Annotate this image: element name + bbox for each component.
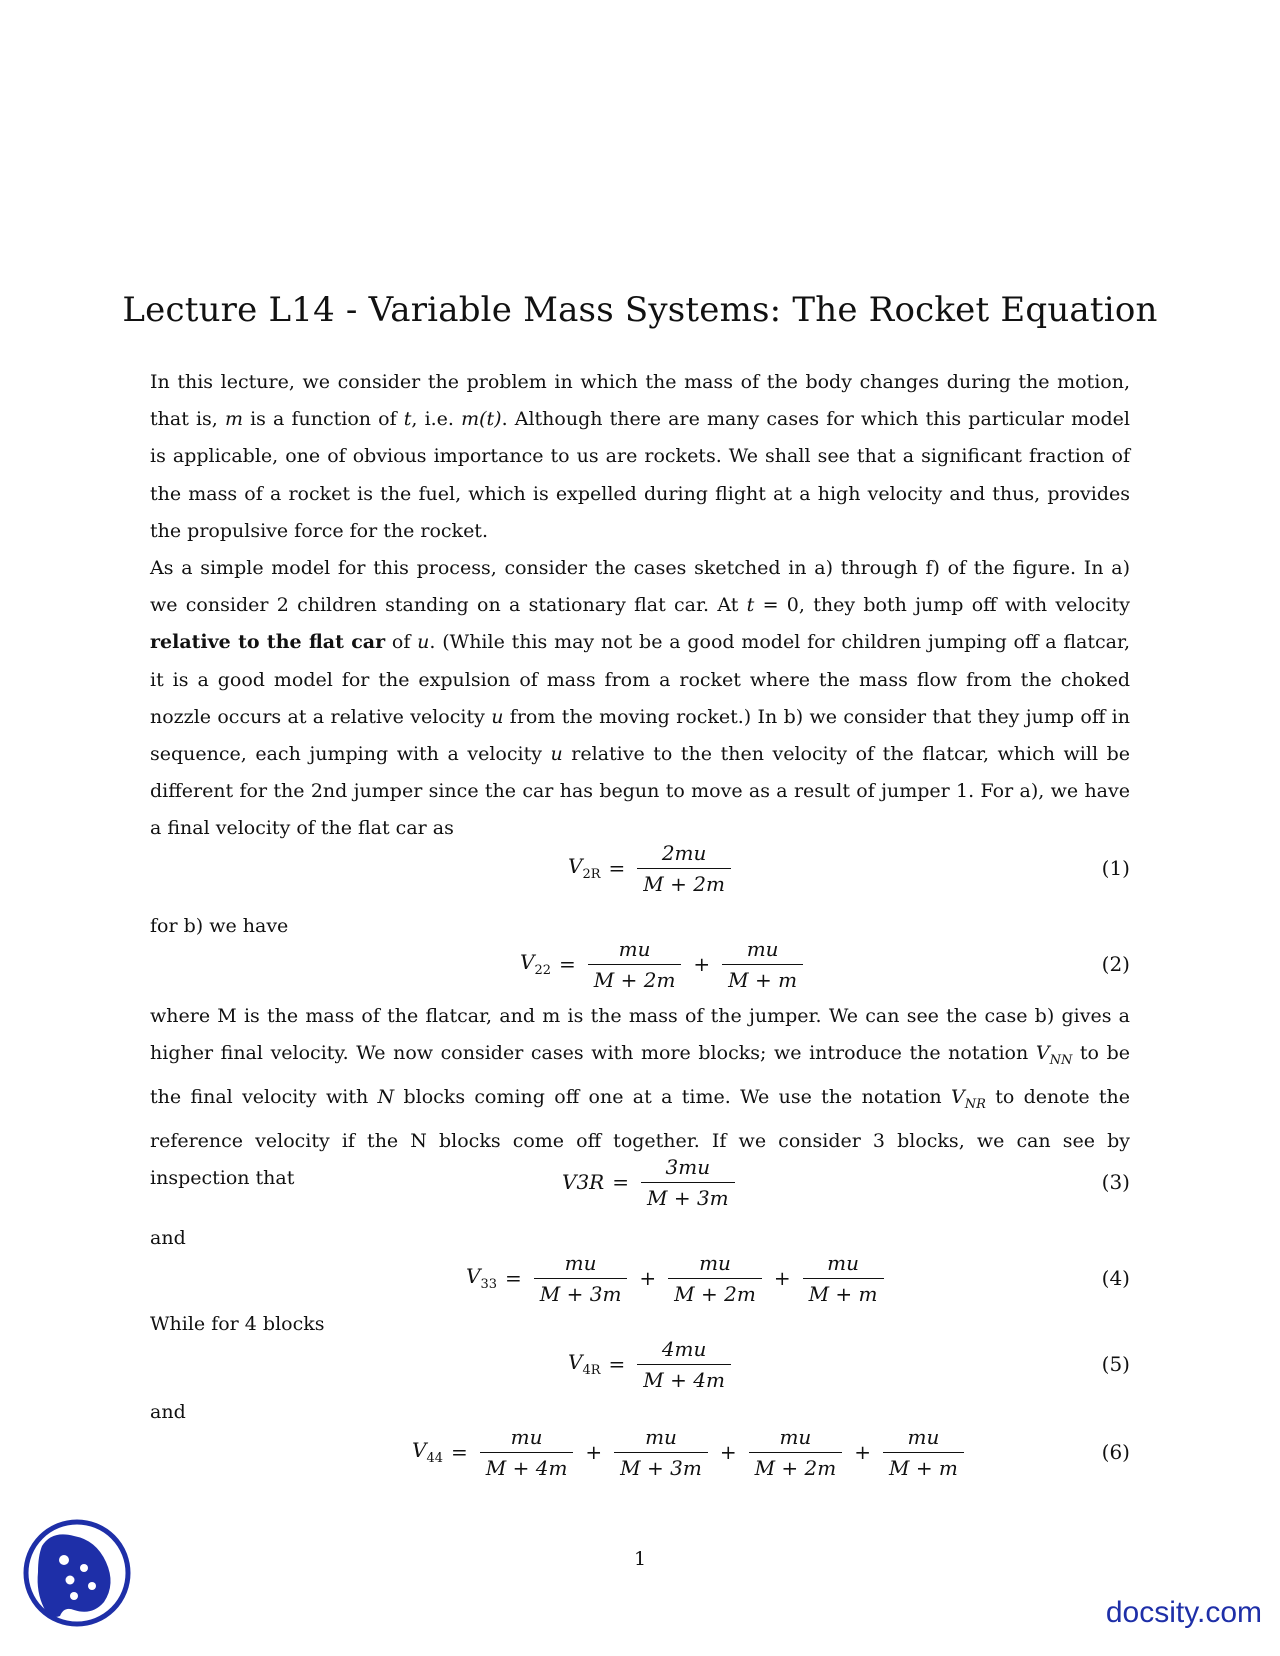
equation-number: (6)	[1101, 1440, 1130, 1464]
equation-number: (1)	[1101, 856, 1130, 880]
equation-number: (2)	[1101, 952, 1130, 976]
page-title: Lecture L14 - Variable Mass Systems: The Rocket Equation	[122, 290, 1158, 330]
equation-number: (5)	[1101, 1352, 1130, 1376]
equation-5: $V_{4R}$ = $\frac{4mu}{M + 4m}$ (5)	[150, 1334, 1130, 1394]
text-and-1: and	[150, 1227, 186, 1249]
docsity-brand-link[interactable]: docsity.com	[1105, 1596, 1262, 1629]
text-and-2: and	[150, 1401, 186, 1423]
model-paragraph: As a simple model for this process, consider the cases sketched in a) through f) of the figure. In a) we consider 2 children standing on a stationary flat car. At t = 0, they both jump off with velocity relative to the flat car of u. (While this may not be a good model for children jumping off a flatcar, it is a good model for the expulsion of mass from a rocket where the mass flow from the choked nozzle occurs at a relative velocity u from the moving rocket.) In b) we consider that they jump off in sequence, each jumping with a velocity u relative to the then velocity of the flatcar, which will be different for the 2nd jumper since the car has begun to move as a result of jumper 1. For a), we have a final velocity of the flat car as	[150, 557, 1131, 840]
intro-paragraph: In this lecture, we consider the problem in which the mass of the body changes during the motion, that is, m is a function of t, i.e. m(t). Although there are many cases for which this particular model is applicable, one of obvious importance to us are rockets. We shall see that a significant fraction of the mass of a rocket is the fuel, which is expelled during flight at a high velocity and thus, provides the propulsive force for the rocket.	[150, 371, 1131, 542]
equation-2: $V_{22}$ = $\frac{mu}{M + 2m}$ + $\frac{mu}{M + m}$ (2)	[150, 934, 1130, 994]
equation-3: V3R = $\frac{3mu}{M + 3m}$ (3)	[150, 1152, 1130, 1212]
docsity-logo-icon	[22, 1518, 132, 1628]
equation-4: $V_{33}$ = $\frac{mu}{M + 3m}$ + $\frac{mu}{M + 2m}$ + $\frac{mu}{M + m}$ (4)	[150, 1248, 1130, 1308]
equation-number: (4)	[1101, 1266, 1130, 1290]
equation-6: $V_{44}$ = $\frac{mu}{M + 4m}$ + $\frac{mu}{M + 3m}$ + $\frac{mu}{M + 2m}$ + $\frac{mu}{M + m}$ (6)	[150, 1422, 1130, 1482]
notation-paragraph: where M is the mass of the flatcar, and m is the mass of the jumper. We can see the case b) gives a higher final velocity. We now consider cases with more blocks; we introduce the notation $V_{NN}$ to be the final velocity with N blocks coming off one at a time. We use the notation $V_{NR}$ to denote the reference velocity if the N blocks come off together. If we consider 3 blocks, we can see by inspection that	[150, 1005, 1131, 1190]
equation-1: $V_{2R}$ = $\frac{2mu}{M + 2m}$ (1)	[150, 838, 1130, 898]
text-while-4-blocks: While for 4 blocks	[150, 1313, 325, 1335]
page-number: 1	[633, 1548, 647, 1570]
equation-number: (3)	[1101, 1170, 1130, 1194]
text-for-b: for b) we have	[150, 915, 289, 937]
